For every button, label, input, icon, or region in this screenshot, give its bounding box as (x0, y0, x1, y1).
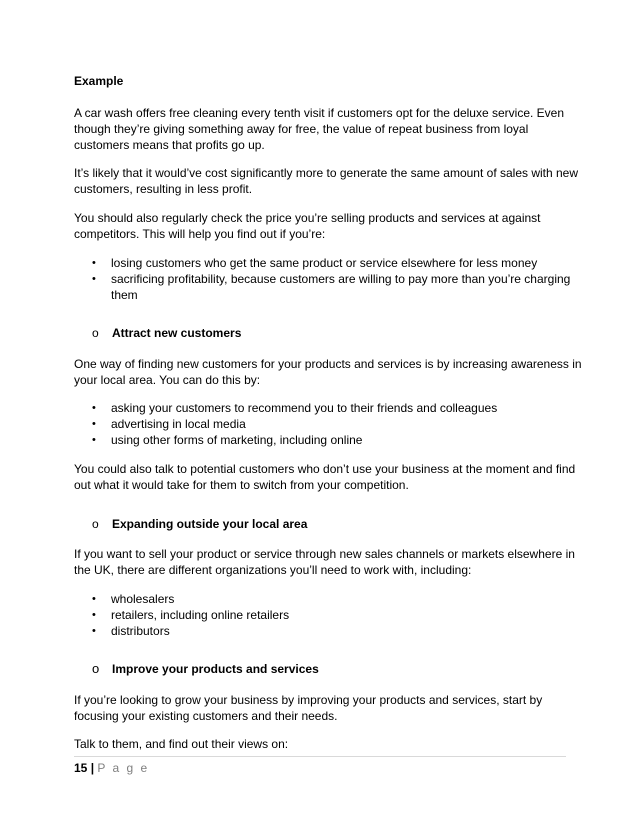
list-item-text: distributors (111, 624, 170, 638)
list-item (74, 271, 570, 303)
text-line: your local area. You can do this by: (74, 373, 261, 387)
hollow-circle-bullet-icon: o (92, 517, 99, 531)
bullet-icon: • (92, 257, 96, 269)
example-paragraph-2 (74, 165, 579, 197)
example-bullet-list (74, 255, 570, 303)
footer-divider (74, 756, 566, 757)
document-page (74, 0, 582, 826)
expanding-paragraph-1 (74, 546, 575, 578)
text-line: If you want to sell your product or service through new sales channels or markets elsewhere in (74, 547, 575, 561)
text-line: If you’re looking to grow your business by improving your products and services, start by (74, 693, 543, 707)
improve-heading: Improve your products and services (112, 662, 319, 676)
bullet-icon: • (92, 609, 96, 621)
list-item (74, 255, 570, 271)
text-line: the UK, there are different organizations you’ll need to work with, including: (74, 563, 472, 577)
list-item (74, 623, 289, 639)
hollow-circle-bullet-icon: o (92, 326, 99, 340)
page-number: 15 (74, 761, 88, 775)
list-item (74, 591, 289, 607)
expanding-subheading (92, 516, 307, 532)
text-line: though they’re giving something away for free, the value of repeat business from loyal (74, 122, 529, 136)
text-line: out what it would take for them to switch from your competition. (74, 478, 409, 492)
text-line: You could also talk to potential customers who don’t use your business at the moment and find (74, 462, 576, 476)
list-item-text: sacrificing profitability, because customers are willing to pay more than you’re charging (111, 272, 571, 286)
bullet-icon: • (92, 593, 96, 605)
text-line: customers, resulting in less profit. (74, 182, 253, 196)
list-item (74, 607, 289, 623)
footer-separator: | (90, 761, 95, 775)
list-item-text: them (111, 288, 138, 302)
text-line: You should also regularly check the price you’re selling products and services at against (74, 211, 541, 225)
improve-paragraph-1 (74, 692, 569, 724)
list-item (74, 400, 497, 416)
list-item (74, 432, 497, 448)
bullet-icon: • (92, 402, 96, 414)
list-item-text: asking your customers to recommend you to their friends and colleagues (111, 401, 498, 415)
bullet-icon: • (92, 434, 96, 446)
bullet-icon: • (92, 418, 96, 430)
page-label: P a g e (97, 761, 150, 775)
text-line: customers means that profits go up. (74, 138, 265, 152)
example-paragraph-1 (74, 105, 569, 153)
text-line: competitors. This will help you find out if you’re: (74, 227, 326, 241)
expanding-bullet-list (74, 591, 289, 639)
attract-paragraph-1 (74, 356, 582, 388)
text-line: Talk to them, and find out their views on: (74, 737, 289, 751)
list-item-text: losing customers who get the same product or service elsewhere for less money (111, 256, 538, 270)
text-line: It’s likely that it would’ve cost significantly more to generate the same amount of sales with new (74, 166, 579, 180)
text-line: One way of finding new customers for your products and services is by increasing awareness in (74, 357, 582, 371)
example-paragraph-3 (74, 210, 569, 242)
list-item (74, 416, 497, 432)
improve-subheading (92, 661, 319, 677)
list-item-text: using other forms of marketing, including online (111, 433, 363, 447)
improve-paragraph-2 (74, 736, 569, 752)
list-item-text: wholesalers (111, 592, 175, 606)
page-footer (74, 760, 149, 776)
attract-heading: Attract new customers (112, 326, 242, 340)
text-line: focusing your existing customers and their needs. (74, 709, 338, 723)
list-item-text: advertising in local media (111, 417, 246, 431)
attract-paragraph-2 (74, 461, 576, 493)
text-line: A car wash offers free cleaning every tenth visit if customers opt for the deluxe service. Even (74, 106, 565, 120)
expanding-heading: Expanding outside your local area (112, 517, 308, 531)
list-item-text: retailers, including online retailers (111, 608, 290, 622)
attract-bullet-list (74, 400, 497, 448)
bullet-icon: • (92, 273, 96, 285)
example-heading: Example (74, 74, 124, 88)
attract-subheading (92, 325, 241, 341)
bullet-icon: • (92, 625, 96, 637)
hollow-circle-bullet-icon: o (92, 661, 100, 676)
